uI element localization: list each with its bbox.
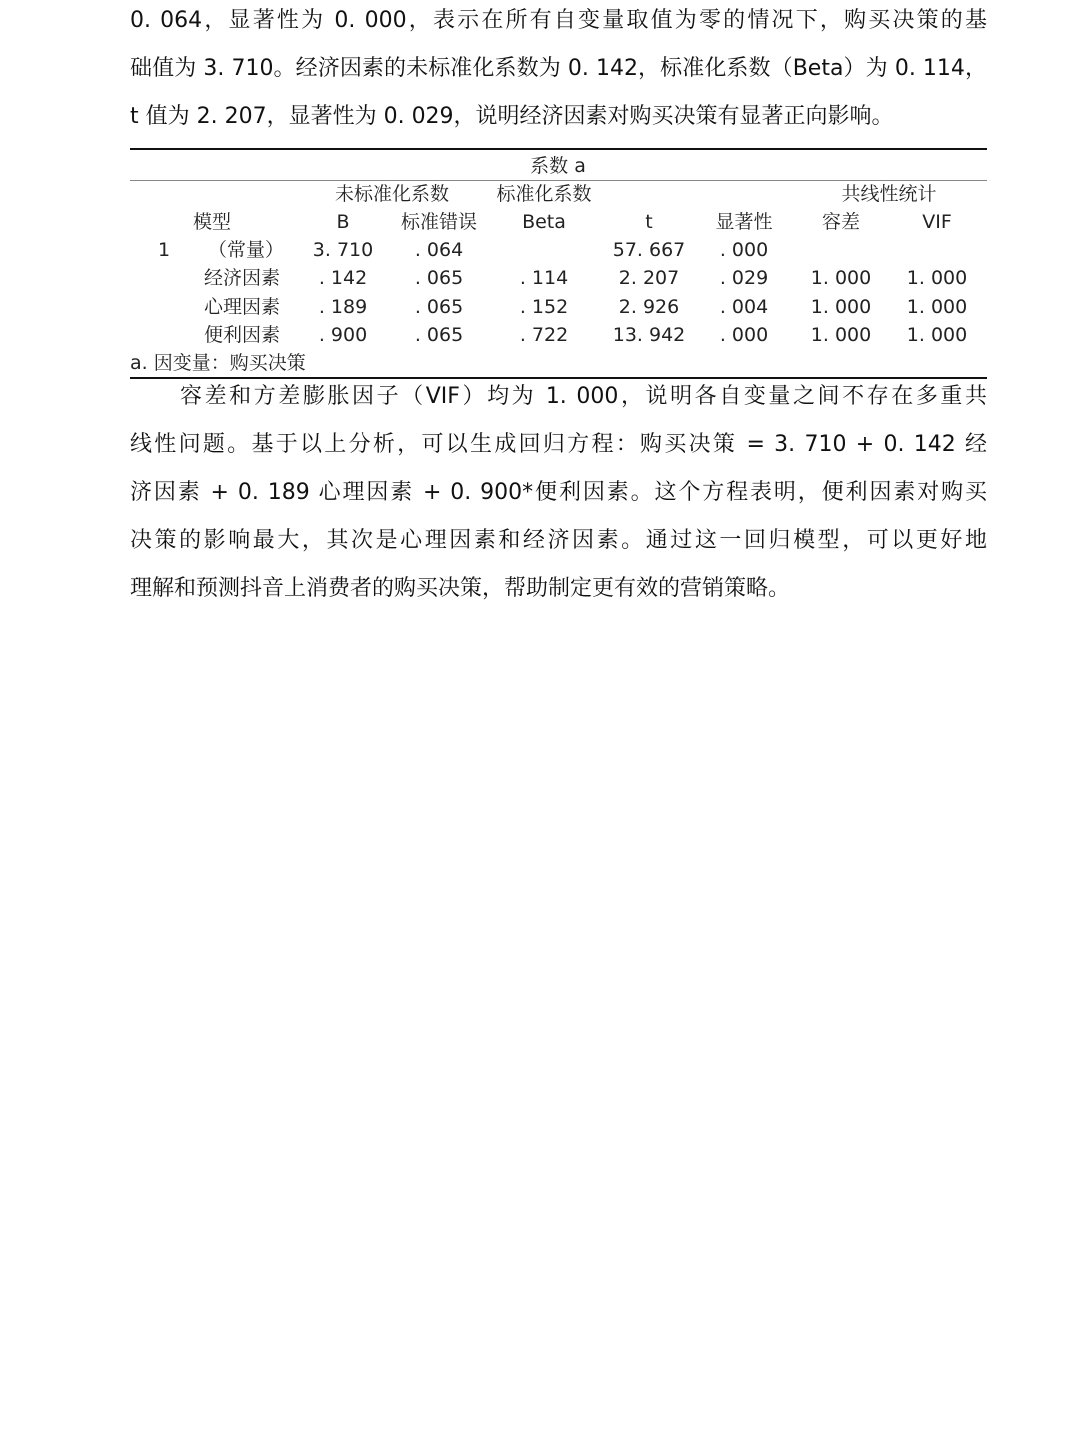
cell-std-error: . 064 bbox=[414, 239, 464, 261]
group-header-collinearity: 共线性统计 bbox=[841, 183, 937, 205]
column-header-vif: VIF bbox=[922, 211, 952, 233]
paragraph-line: 济因素 + 0. 189 心理因素 + 0. 900*便利因素。这个方程表明，便利因素对购买 bbox=[130, 480, 987, 505]
cell-tolerance: 1. 000 bbox=[810, 296, 872, 318]
cell-t: 2. 207 bbox=[618, 267, 680, 289]
cell-t: 2. 926 bbox=[618, 296, 680, 318]
cell-b: 3. 710 bbox=[312, 239, 374, 261]
cell-b: . 900 bbox=[318, 324, 368, 346]
group-header-standardized: 标准化系数 bbox=[496, 183, 592, 205]
paragraph-line: t 值为 2. 207，显著性为 0. 029，说明经济因素对购买决策有显著正向影响。 bbox=[130, 104, 894, 129]
column-header-tolerance: 容差 bbox=[821, 211, 861, 233]
cell-std-error: . 065 bbox=[414, 324, 464, 346]
cell-tolerance: 1. 000 bbox=[810, 324, 872, 346]
group-header-unstandardized: 未标准化系数 bbox=[334, 183, 450, 205]
column-header-b: B bbox=[336, 211, 350, 233]
cell-sig: . 029 bbox=[719, 267, 769, 289]
row-name: 经济因素 bbox=[204, 267, 281, 289]
paragraph-bottom bbox=[130, 373, 987, 613]
cell-t: 57. 667 bbox=[612, 239, 686, 261]
cell-t: 13. 942 bbox=[612, 324, 686, 346]
paragraph-line: 础值为 3. 710。经济因素的未标准化系数为 0. 142，标准化系数（Beta）为 0. 114， bbox=[130, 56, 987, 81]
table-title: 系数 a bbox=[530, 155, 586, 177]
paragraph-top bbox=[130, 0, 987, 141]
paragraph-line: 线性问题。基于以上分析，可以生成回归方程：购买决策 = 3. 710 + 0. 142 经 bbox=[130, 432, 987, 457]
table-footnote: a. 因变量：购买决策 bbox=[130, 352, 306, 374]
cell-vif: 1. 000 bbox=[906, 296, 968, 318]
cell-b: . 142 bbox=[318, 267, 368, 289]
cell-b: . 189 bbox=[318, 296, 368, 318]
cell-beta: . 114 bbox=[519, 267, 569, 289]
cell-vif: 1. 000 bbox=[906, 324, 968, 346]
cell-vif: 1. 000 bbox=[906, 267, 968, 289]
cell-sig: . 000 bbox=[719, 324, 769, 346]
cell-tolerance: 1. 000 bbox=[810, 267, 872, 289]
cell-std-error: . 065 bbox=[414, 296, 464, 318]
column-header-model: 模型 bbox=[192, 211, 232, 233]
paragraph-line: 理解和预测抖音上消费者的购买决策，帮助制定更有效的营销策略。 bbox=[130, 576, 791, 601]
row-name: 便利因素 bbox=[204, 324, 281, 346]
column-header-t: t bbox=[645, 211, 653, 233]
column-header-beta: Beta bbox=[522, 211, 566, 233]
model-number: 1 bbox=[158, 239, 171, 261]
cell-sig: . 004 bbox=[719, 296, 769, 318]
paragraph-line: 容差和方差膨胀因子（VIF）均为 1. 000，说明各自变量之间不存在多重共 bbox=[180, 384, 987, 409]
cell-sig: . 000 bbox=[719, 239, 769, 261]
cell-beta: . 722 bbox=[519, 324, 569, 346]
table-top-rule bbox=[130, 148, 987, 150]
paragraph-line: 0. 064，显著性为 0. 000，表示在所有自变量取值为零的情况下，购买决策的基 bbox=[130, 8, 987, 33]
row-name: 心理因素 bbox=[204, 296, 281, 318]
paragraph-line: 决策的影响最大，其次是心理因素和经济因素。通过这一回归模型，可以更好地 bbox=[130, 528, 987, 553]
column-header-std-error: 标准错误 bbox=[400, 211, 478, 233]
cell-std-error: . 065 bbox=[414, 267, 464, 289]
cell-beta: . 152 bbox=[519, 296, 569, 318]
column-header-sig: 显著性 bbox=[715, 211, 773, 233]
row-name: （常量） bbox=[208, 239, 285, 261]
